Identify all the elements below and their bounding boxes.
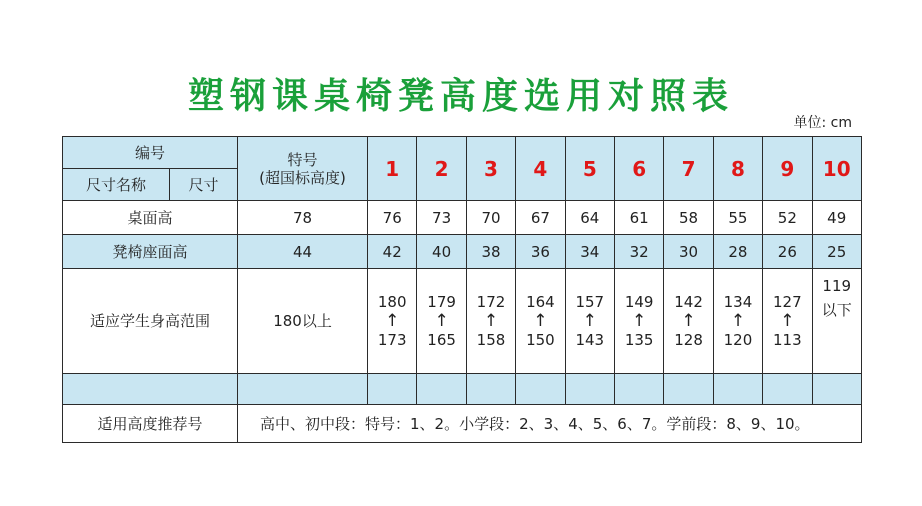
range-top: 119 bbox=[822, 277, 852, 295]
chair-value: 26 bbox=[763, 235, 812, 269]
header-size-name: 尺寸名称 bbox=[63, 169, 170, 201]
chair-value: 25 bbox=[812, 235, 861, 269]
empty-cell bbox=[565, 374, 614, 405]
range-top: 157 bbox=[575, 292, 605, 311]
height-range-cell bbox=[664, 269, 713, 374]
desk-value: 67 bbox=[516, 201, 565, 235]
range-top: 180 bbox=[377, 292, 407, 311]
header-number-8: 8 bbox=[713, 137, 762, 201]
header-number-4: 4 bbox=[516, 137, 565, 201]
header-number-5: 5 bbox=[565, 137, 614, 201]
unit-label: 单位: cm bbox=[793, 115, 852, 131]
chair-row bbox=[63, 235, 862, 269]
up-arrow-icon: ↑ bbox=[533, 310, 548, 331]
empty-row bbox=[63, 374, 862, 405]
height-reference-table bbox=[62, 136, 862, 443]
range-bottom: 158 bbox=[476, 331, 506, 350]
chair-value: 28 bbox=[713, 235, 762, 269]
up-arrow-icon: ↑ bbox=[681, 310, 696, 331]
range-bottom: 113 bbox=[773, 331, 802, 350]
height-range-special: 180以上 bbox=[238, 269, 368, 374]
chair-value: 32 bbox=[614, 235, 663, 269]
chair-value: 42 bbox=[368, 235, 417, 269]
empty-cell bbox=[614, 374, 663, 405]
range-bottom: 150 bbox=[526, 331, 555, 350]
height-range-cell bbox=[713, 269, 762, 374]
desk-value: 70 bbox=[466, 201, 515, 235]
height-range-cell bbox=[516, 269, 565, 374]
height-range-cell bbox=[565, 269, 614, 374]
empty-cell bbox=[63, 374, 238, 405]
height-range-cell bbox=[466, 269, 515, 374]
range-top: 134 bbox=[723, 292, 753, 311]
header-special-note: (超国标高度) bbox=[259, 168, 346, 187]
range-top: 172 bbox=[476, 292, 506, 311]
empty-cell bbox=[812, 374, 861, 405]
height-range-label: 适应学生身高范围 bbox=[63, 269, 238, 374]
desk-special: 78 bbox=[238, 201, 368, 235]
empty-cell bbox=[664, 374, 713, 405]
height-range-cell-last bbox=[812, 269, 861, 374]
range-bottom: 173 bbox=[377, 331, 407, 350]
up-arrow-icon: ↑ bbox=[582, 310, 597, 331]
chair-value: 36 bbox=[516, 235, 565, 269]
header-special-label: 特号 bbox=[287, 150, 318, 169]
up-arrow-icon: ↑ bbox=[385, 310, 400, 331]
chair-value: 40 bbox=[417, 235, 466, 269]
empty-cell bbox=[238, 374, 368, 405]
height-range-cell bbox=[368, 269, 417, 374]
page-title: 塑钢课桌椅凳高度选用对照表 bbox=[187, 76, 734, 117]
up-arrow-icon: ↑ bbox=[730, 310, 746, 331]
header-number-9: 9 bbox=[763, 137, 812, 201]
empty-cell bbox=[368, 374, 417, 405]
range-top: 127 bbox=[773, 292, 802, 311]
range-bottom: 120 bbox=[723, 331, 753, 350]
range-bottom: 128 bbox=[674, 331, 703, 350]
desk-value: 76 bbox=[368, 201, 417, 235]
header-number-6: 6 bbox=[614, 137, 663, 201]
up-arrow-icon: ↑ bbox=[483, 310, 499, 331]
desk-value: 55 bbox=[713, 201, 762, 235]
recommend-row bbox=[63, 405, 862, 443]
header-number-10: 10 bbox=[812, 137, 861, 201]
desk-value: 49 bbox=[812, 201, 861, 235]
header-number-2: 2 bbox=[417, 137, 466, 201]
up-arrow-icon: ↑ bbox=[434, 310, 449, 331]
empty-cell bbox=[417, 374, 466, 405]
height-range-cell bbox=[417, 269, 466, 374]
header-bianhao: 编号 bbox=[63, 137, 238, 169]
desk-value: 64 bbox=[565, 201, 614, 235]
range-top: 149 bbox=[624, 292, 654, 311]
desk-value: 58 bbox=[664, 201, 713, 235]
header-number-1: 1 bbox=[368, 137, 417, 201]
empty-cell bbox=[763, 374, 812, 405]
recommend-label: 适用高度推荐号 bbox=[63, 405, 238, 443]
up-arrow-icon: ↑ bbox=[632, 310, 647, 331]
height-range-cell bbox=[763, 269, 812, 374]
chair-value: 38 bbox=[466, 235, 515, 269]
header-special bbox=[238, 137, 368, 201]
chair-value: 30 bbox=[664, 235, 713, 269]
chair-label: 凳椅座面高 bbox=[63, 235, 238, 269]
range-bottom: 135 bbox=[624, 331, 654, 350]
range-top: 142 bbox=[674, 292, 703, 311]
recommend-text: 高中、初中段：特号：1、2。小学段：2、3、4、5、6、7。学前段：8、9、10。 bbox=[238, 405, 862, 443]
header-row-1 bbox=[63, 137, 862, 169]
desk-value: 61 bbox=[614, 201, 663, 235]
desk-value: 73 bbox=[417, 201, 466, 235]
desk-value: 52 bbox=[763, 201, 812, 235]
range-top: 164 bbox=[526, 292, 555, 311]
up-arrow-icon: ↑ bbox=[780, 310, 795, 331]
range-top: 179 bbox=[427, 292, 456, 311]
empty-cell bbox=[516, 374, 565, 405]
header-size: 尺寸 bbox=[170, 169, 238, 201]
empty-cell bbox=[713, 374, 762, 405]
empty-cell bbox=[466, 374, 515, 405]
height-range-row bbox=[63, 269, 862, 374]
height-range-cell bbox=[614, 269, 663, 374]
range-bottom: 165 bbox=[427, 331, 456, 350]
header-number-3: 3 bbox=[466, 137, 515, 201]
desk-label: 桌面高 bbox=[63, 201, 238, 235]
header-number-7: 7 bbox=[664, 137, 713, 201]
range-below-label: 以下 bbox=[821, 301, 852, 319]
desk-row bbox=[63, 201, 862, 235]
chair-special: 44 bbox=[238, 235, 368, 269]
range-bottom: 143 bbox=[575, 331, 605, 350]
chair-value: 34 bbox=[565, 235, 614, 269]
